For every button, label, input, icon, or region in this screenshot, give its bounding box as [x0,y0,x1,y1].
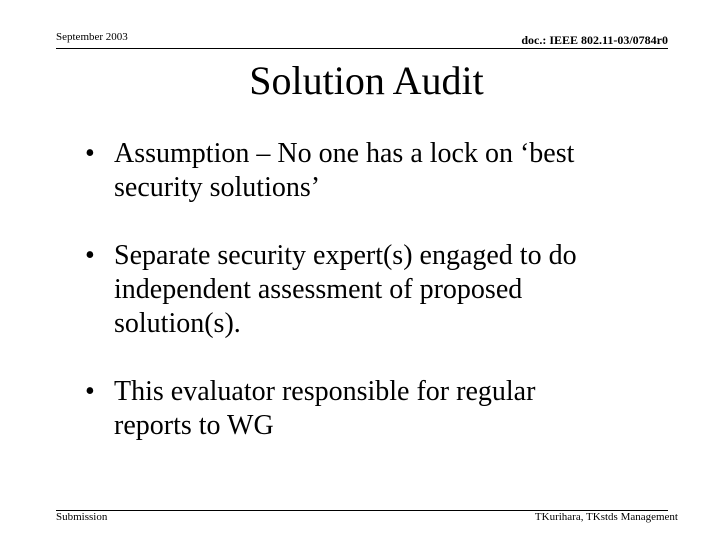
bullet-item-1 [85,137,685,205]
bullet-item-3 [85,375,685,443]
bullet-line: independent assessment of proposed [114,274,523,305]
bullet-line: Separate security expert(s) engaged to do [114,240,577,271]
document-id: doc.: IEEE 802.11-03/0784r0 [521,33,668,47]
bullet-line: This evaluator responsible for regular [114,376,536,407]
header-date: September 2003 [56,31,128,43]
bullet-line: solution(s). [114,308,241,339]
bullet-item-2 [85,239,685,341]
header-divider [56,48,668,49]
bullet-marker: • [85,240,95,271]
bullet-marker: • [85,376,95,407]
footer-author: TKurihara, TKstds Management [534,511,678,523]
bullet-line: security solutions’ [114,172,321,203]
bullet-line: reports to WG [114,410,274,441]
bullet-marker: • [85,138,95,169]
slide-title: Solution Audit [249,58,484,103]
bullet-list [85,137,685,443]
bullet-line: Assumption – No one has a lock on ‘best [114,138,575,169]
footer-submission: Submission [56,511,108,523]
